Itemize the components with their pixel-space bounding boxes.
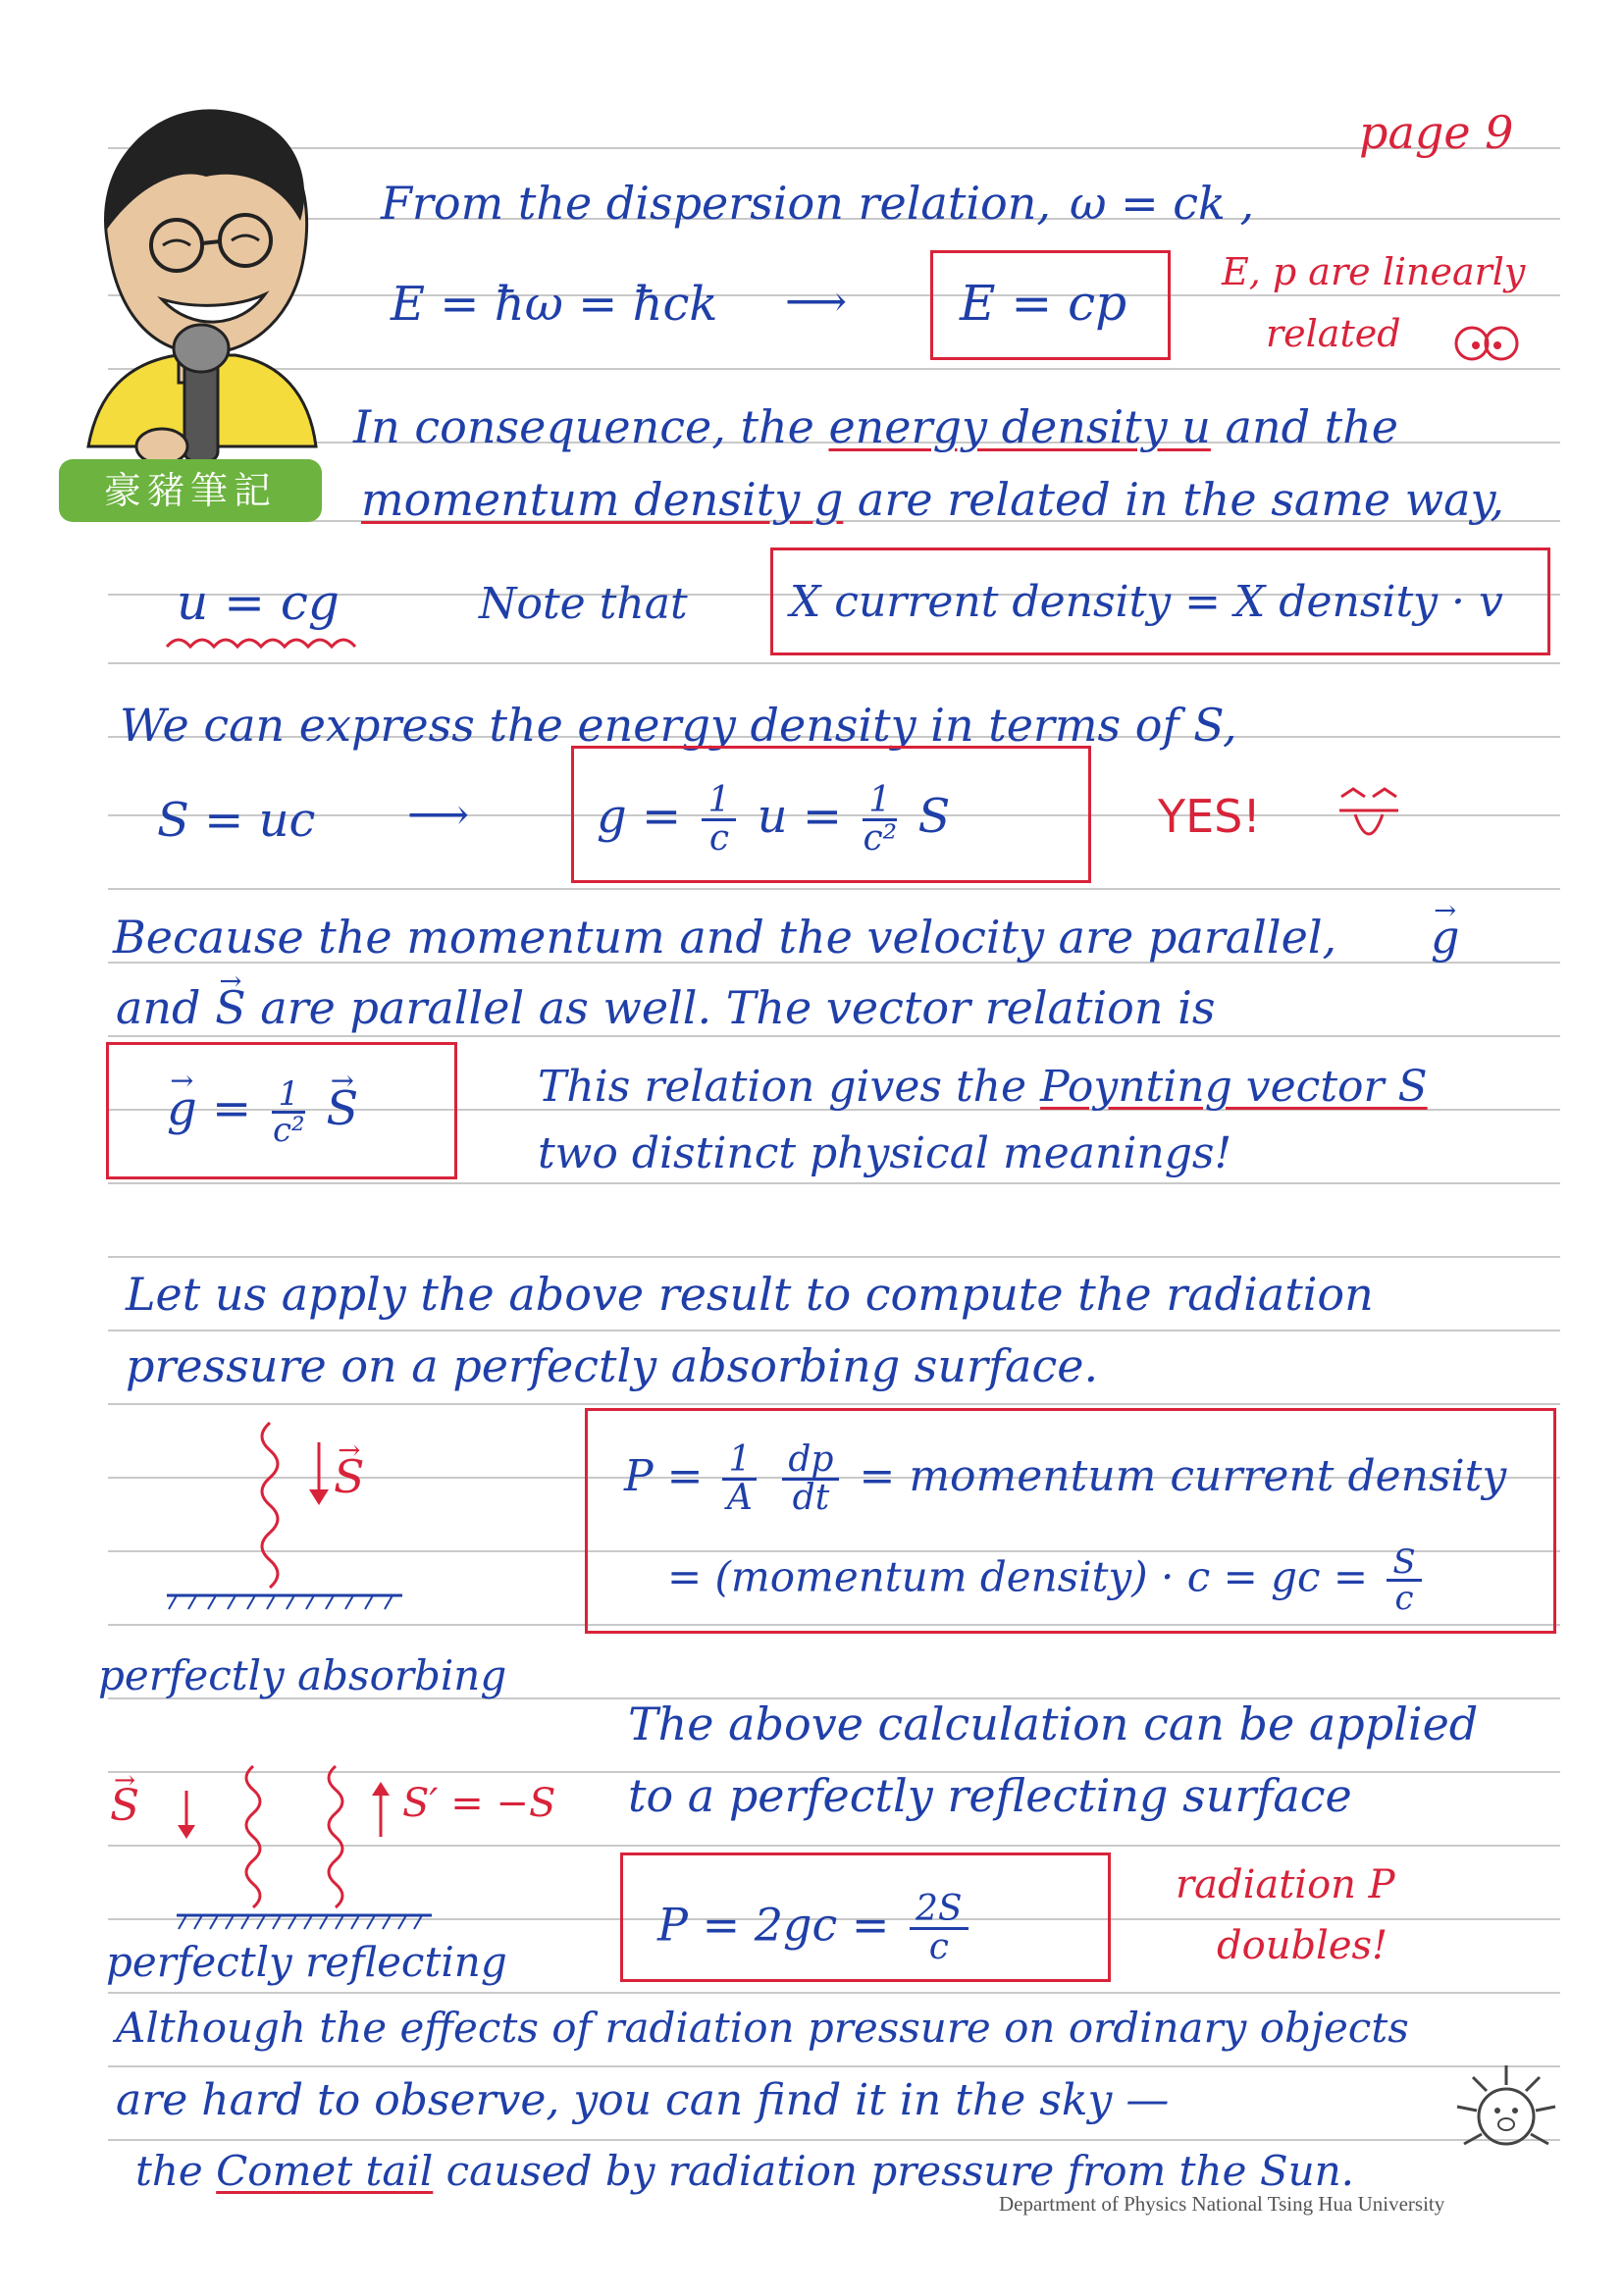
note-radiation: radiation P	[1176, 1862, 1395, 1907]
footer-department: Department of Physics National Tsing Hua University	[999, 2192, 1445, 2216]
line-consequence: In consequence, the energy density u and the	[353, 400, 1398, 453]
note-doubles: doubles!	[1217, 1923, 1388, 1968]
yes-exclaim: YES!	[1158, 790, 1261, 843]
smiley-icon	[1330, 775, 1408, 854]
eq-energy: E = ħω = ħck	[391, 277, 718, 332]
diagram2-s-label: → S	[110, 1781, 139, 1831]
absorbing-surface-diagram	[147, 1413, 422, 1619]
line-momentum-density: momentum density g are related in the same way,	[361, 473, 1505, 526]
line-although: Although the effects of radiation pressure on ordinary objects	[116, 2004, 1409, 2052]
eq-g-u-s: g = $\frac{1}{c}$ u = $\frac{1}{\text{c²}}$ S	[597, 780, 951, 859]
line-parallel: and → S are parallel as well. The vector relation is	[116, 981, 1215, 1034]
line-comet-tail: the Comet tail caused by radiation pressure from the Sun.	[135, 2147, 1355, 2195]
note-related: related	[1266, 312, 1401, 355]
line-let-us-apply: Let us apply the above result to compute the radiation	[126, 1268, 1374, 1321]
eyes-icon	[1452, 322, 1521, 365]
note-linear: E, p are linearly	[1222, 250, 1526, 293]
eq-reflect-pressure: P = 2gc = $\frac{2S}{c}$	[657, 1892, 974, 1965]
arrow-2: ⟶	[407, 790, 470, 840]
line-hard-to-observe: are hard to observe, you can find it in the sky —	[116, 2075, 1170, 2125]
eq-vector-relation: → g = $\frac{1}{\text{c²}}$ → S	[167, 1077, 358, 1147]
caption-reflecting: perfectly reflecting	[106, 1938, 507, 1986]
line-relation-gives: This relation gives the Poynting vector S	[538, 1062, 1428, 1112]
arrow-1: ⟶	[785, 277, 848, 327]
porcupine-icon	[1442, 2056, 1570, 2164]
wavy-underline-1	[162, 633, 368, 658]
line-express: We can express the energy density in terms of S,	[120, 699, 1237, 752]
eq-pressure-definition: P = $\frac{1}{A}$ $\frac{dp}{dt}$ = momentum current density	[624, 1439, 1507, 1518]
page-number: page 9	[1359, 106, 1514, 159]
line-two-meanings: two distinct physical meanings!	[538, 1128, 1232, 1178]
eq-u-cg: u = cg	[177, 574, 340, 631]
caption-absorbing: perfectly absorbing	[98, 1651, 507, 1699]
line-reflecting: to a perfectly reflecting surface	[628, 1769, 1352, 1822]
diagram1-s-label: → S	[334, 1450, 365, 1503]
diagram2-s-prime-label: S′ = −S	[402, 1781, 556, 1826]
line-dispersion: From the dispersion relation,	[381, 177, 1051, 230]
eq-pressure-gc: = (momentum density) · c = gc = $\frac{S}{c}$	[667, 1545, 1428, 1615]
vec-g-1: → g	[1431, 911, 1459, 964]
line-above-calculation: The above calculation can be applied	[628, 1697, 1479, 1750]
mascot-illustration	[69, 98, 334, 471]
eq-current-density: X current density = X density · v	[790, 577, 1503, 627]
notes-badge: 豪豬筆記	[59, 459, 322, 522]
line-pressure: pressure on a perfectly absorbing surface.	[126, 1339, 1099, 1392]
eq-dispersion: ω = ck ,	[1070, 177, 1255, 230]
line-because: Because the momentum and the velocity are parallel,	[113, 911, 1337, 964]
eq-s-uc: S = uc	[157, 793, 316, 848]
note-that: Note that	[479, 579, 688, 629]
eq-e-cp: E = cp	[960, 275, 1127, 332]
